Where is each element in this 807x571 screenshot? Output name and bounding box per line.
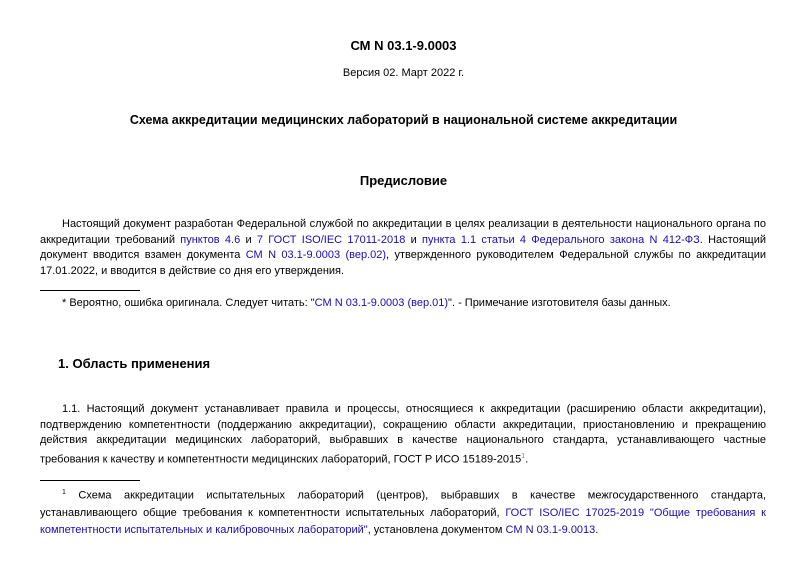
link-federal-law-412[interactable]: пункта 1.1 статьи 4 Федерального закона N 412-ФЗ	[422, 233, 700, 246]
link-version-01[interactable]: СМ N 03.1-9.0003 (вер.01)	[314, 297, 449, 309]
section-1-heading: 1. Область применения	[58, 356, 211, 371]
preface-text: Настоящий документ разработан Федеральной службой по аккредитации в целях реализации в деятельности национального органа по аккредитации требований	[40, 218, 766, 246]
link-previous-version[interactable]: СМ N 03.1-9.0003 (вер.02)	[245, 249, 387, 261]
preface-paragraph	[40, 217, 766, 279]
preface-text: и	[405, 233, 423, 246]
footnote-divider	[40, 480, 140, 481]
link-gost-17011[interactable]: 7 ГОСТ ISO/IEC 17011-2018	[256, 233, 406, 246]
section-1-text: .	[525, 453, 529, 466]
editor-footnote	[62, 296, 671, 311]
document-number: СМ N 03.1-9.0003	[350, 38, 457, 53]
document-title: Схема аккредитации медицинских лабораторий в национальной системе аккредитации	[129, 113, 678, 127]
preface-text: и	[240, 233, 257, 246]
link-sm-03-1-9-0013[interactable]: СМ N 03.1-9.0013	[505, 523, 596, 536]
footnote-text: * Вероятно, ошибка оригинала. Следует читать: "	[62, 297, 315, 309]
footnote-text: .	[595, 523, 599, 536]
footnote-text: ". - Примечание изготовителя базы данных.	[448, 297, 671, 309]
footnote-marker: 1	[62, 489, 66, 496]
footnote-text: , установлена документом	[367, 523, 506, 536]
footnote-text: Схема аккредитации испытательных лабораторий (центров), выбравших в качестве межгосударственного стандарта, устанавливающего общие требования к компетентности испытательных лабораторий,	[40, 489, 766, 519]
preface-heading: Предисловие	[359, 173, 448, 188]
section-1-paragraph	[40, 402, 766, 468]
link-gost-17025[interactable]: ГОСТ ISO/IEC 17025-2019 "Общие требования к компетентности испытательных и калибровочных лабораторий"	[40, 506, 766, 536]
section-1-footnote	[40, 484, 766, 539]
preface-text: . Настоящий документ вводится взамен документа	[40, 233, 766, 261]
preface-text: , утвержденного руководителем Федеральной службы по аккредитации 17.01.2022, и вводится в действие со дня его утверждения.	[40, 249, 767, 277]
footnote-reference[interactable]: 1	[521, 452, 526, 460]
link-items-4-6[interactable]: пунктов 4.6	[180, 233, 241, 246]
section-1-text: 1.1. Настоящий документ устанавливает правила и процессы, относящиеся к аккредитации (расширению области аккредитации), подтверждению компетентности (поддержанию аккредитации), сокращению области аккредитации, приостановлению и прекращению действия аккредитации медицинских лабораторий, выбравших в качестве национального стандарта, устанавливающего частные требования к качеству и компетентности медицинских лабораторий, ГОСТ Р ИСО 15189-2015	[40, 403, 766, 466]
footnote-divider	[40, 290, 140, 291]
document-version: Версия 02. Март 2022 г.	[342, 67, 465, 79]
